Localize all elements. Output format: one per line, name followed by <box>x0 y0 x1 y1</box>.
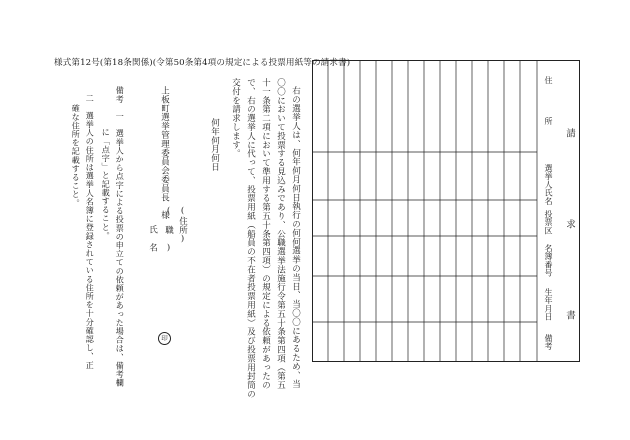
request-date: 何年何月何日 <box>209 118 220 172</box>
col-header-roll-number: 名簿番号 <box>544 244 553 277</box>
table-column-lines <box>328 60 537 362</box>
form-header: 様式第12号(第18条関係)(令第50条第4項の規定による投票用紙等の請求書) <box>54 58 351 68</box>
table-title: 請 求 書 <box>564 128 575 356</box>
col-header-remarks: 備考 <box>544 334 553 351</box>
col-header-address: 住 所 <box>544 76 553 126</box>
note-line-2: に「点字」と記載すること。 <box>101 128 112 240</box>
request-text-line-2: 〇〇において投票する見込みであり、公職選挙法施行令第五十条第四項（第五 <box>275 78 286 390</box>
col-header-district: 投票区 <box>544 210 553 235</box>
col-header-birth-date: 生年月日 <box>544 288 553 321</box>
table-grid <box>312 60 580 362</box>
name-label: 氏 名 <box>147 225 158 252</box>
request-text-line-3: 十一条第二項において準用する第五十条第四項）の規定による依頼があったの <box>260 78 271 390</box>
addressee: 上板町選挙管理委員会委員長 様 <box>159 86 170 220</box>
request-text-line-4: で、右の選挙人に代って、投票用紙（船員の不在者投票用紙）及び投票用封筒の <box>245 78 256 399</box>
col-header-voter-name: 選挙人氏名 <box>544 164 553 205</box>
table-border <box>313 61 580 362</box>
request-text-line-5: 交付を請求します。 <box>230 78 241 159</box>
address-label: (住所) <box>177 206 188 245</box>
note-line-1: 備考 一 選挙人から点字による投票の申立ての依頼があった場合は、備考欄 <box>115 86 126 387</box>
seal-mark: 印 <box>158 332 171 345</box>
table-row-lines <box>312 152 537 322</box>
position-label: ( 職 ) <box>163 206 174 254</box>
request-text-line-1: 右の選挙人は、何年何月何日執行の何何選挙の当日、当〇〇にあるため、当 <box>290 86 301 389</box>
note-line-3: 二 選挙人の住所は選挙人名簿に登録されている住所を十分確認し、正 <box>85 94 96 370</box>
note-line-4: 確な住所を記載すること。 <box>71 104 82 208</box>
request-table <box>312 60 580 362</box>
